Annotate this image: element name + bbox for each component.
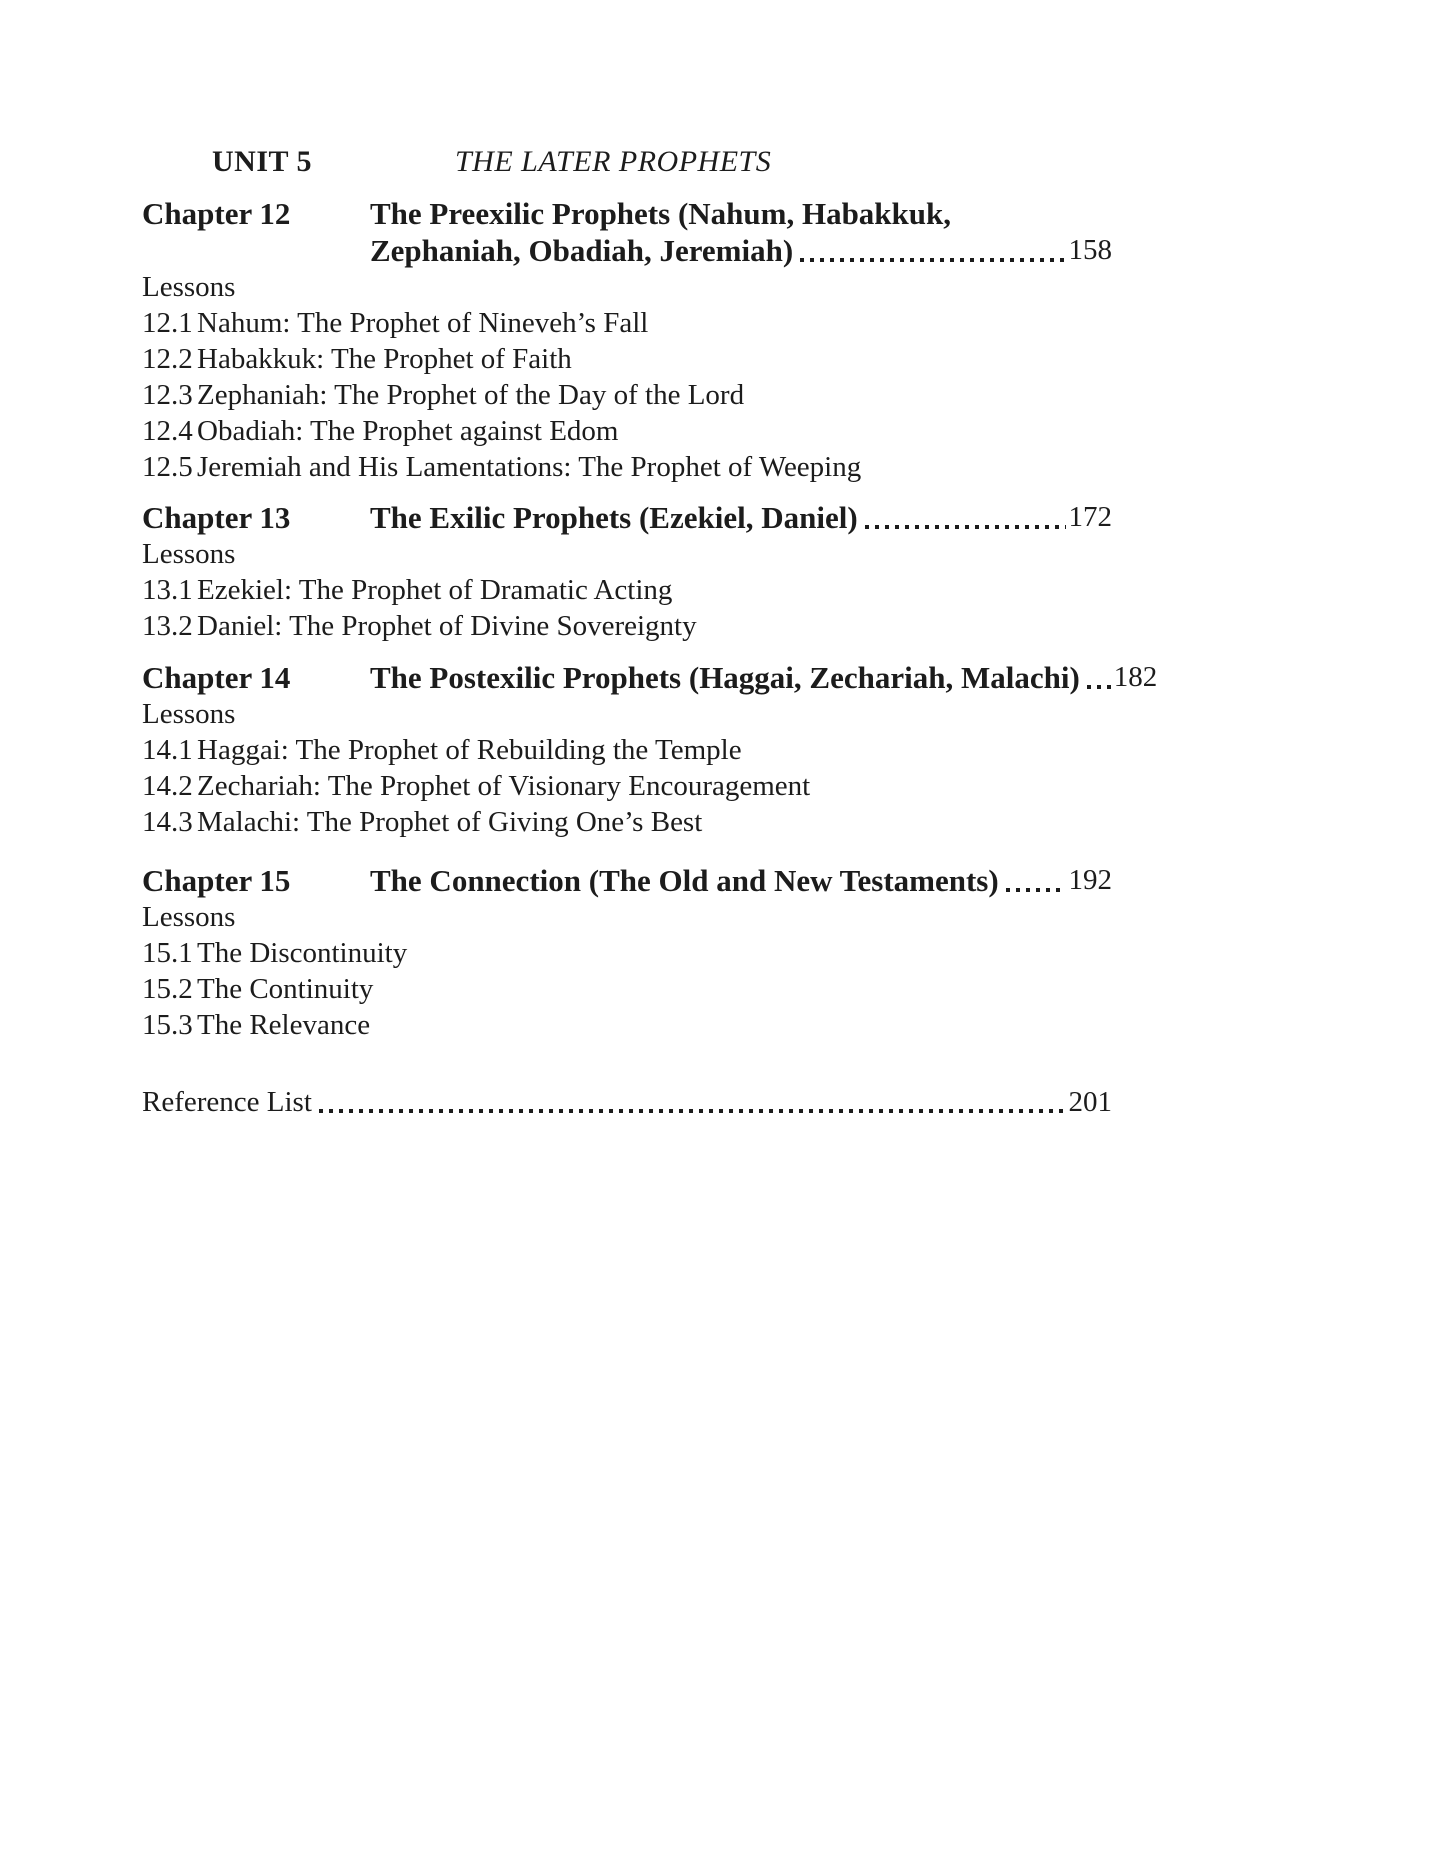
- chapter-title-line-1: The Preexilic Prophets (Nahum, Habakkuk,: [370, 196, 952, 231]
- lesson-title: The Relevance: [197, 1009, 371, 1041]
- reference-list-row: [142, 1084, 1112, 1120]
- chapter-14-block: [142, 659, 1158, 840]
- chapter-12-block: [142, 195, 1112, 485]
- lesson-row: [142, 768, 1112, 804]
- lessons-heading: Lessons: [142, 901, 236, 933]
- chapter-label: Chapter 15: [142, 863, 291, 898]
- lessons-heading: Lessons: [142, 271, 236, 303]
- lesson-number: 12.1: [142, 307, 193, 339]
- lesson-title: Obadiah: The Prophet against Edom: [197, 415, 619, 447]
- lesson-row: [142, 305, 1112, 341]
- lesson-row: [142, 449, 1112, 485]
- lesson-title: The Discontinuity: [197, 937, 408, 969]
- lesson-number: 12.2: [142, 343, 193, 375]
- chapter-row: [142, 862, 1112, 899]
- lesson-number: 15.3: [142, 1009, 193, 1041]
- chapter-title-line-2-row: [370, 232, 1112, 269]
- chapter-label: Chapter 13: [142, 500, 291, 535]
- lessons-heading: Lessons: [142, 698, 236, 730]
- chapter-title-line-2: Zephaniah, Obadiah, Jeremiah): [370, 233, 794, 268]
- dot-leader: [1006, 888, 1066, 892]
- lesson-row: [142, 341, 1112, 377]
- lesson-row: [142, 608, 1112, 644]
- reference-list-label: Reference List: [142, 1086, 312, 1118]
- lesson-number: 14.3: [142, 806, 193, 838]
- lesson-row: [142, 377, 1112, 413]
- dot-leader: [1087, 685, 1111, 689]
- chapter-title: The Connection (The Old and New Testaments): [370, 863, 999, 898]
- dot-leader: [319, 1109, 1066, 1113]
- lessons-heading: Lessons: [142, 538, 236, 570]
- page-number: 201: [1068, 1086, 1112, 1118]
- lesson-title: Nahum: The Prophet of Nineveh’s Fall: [197, 307, 649, 339]
- lesson-number: 14.1: [142, 734, 193, 766]
- lesson-title: Zephaniah: The Prophet of the Day of the Lord: [197, 379, 745, 411]
- dot-leader: [800, 258, 1065, 262]
- page-number: 172: [1068, 501, 1112, 533]
- chapter-title: [370, 195, 1112, 269]
- lesson-number: 12.4: [142, 415, 193, 447]
- unit-heading: [142, 143, 1112, 180]
- page-number: 182: [1113, 661, 1158, 693]
- lesson-row: [142, 804, 1112, 840]
- lesson-title: Jeremiah and His Lamentations: The Prophet of Weeping: [197, 451, 862, 483]
- lesson-row: [142, 935, 1112, 971]
- chapter-row: [142, 195, 1112, 269]
- dot-leader: [865, 525, 1066, 529]
- chapter-title: The Exilic Prophets (Ezekiel, Daniel): [370, 500, 858, 535]
- lesson-number: 12.3: [142, 379, 193, 411]
- unit-title: THE LATER PROPHETS: [454, 145, 772, 178]
- lesson-number: 15.1: [142, 937, 193, 969]
- lesson-row: [142, 413, 1112, 449]
- lesson-number: 15.2: [142, 973, 193, 1005]
- lesson-number: 12.5: [142, 451, 193, 483]
- lesson-number: 13.2: [142, 610, 193, 642]
- chapter-label: Chapter 14: [142, 660, 291, 695]
- page-number: 158: [1068, 234, 1112, 266]
- lesson-title: Zechariah: The Prophet of Visionary Encouragement: [197, 770, 811, 802]
- lesson-row: [142, 971, 1112, 1007]
- chapter-label: Chapter 12: [142, 196, 291, 231]
- lesson-title: Malachi: The Prophet of Giving One’s Best: [197, 806, 703, 838]
- lesson-title: The Continuity: [197, 973, 374, 1005]
- lesson-title: Haggai: The Prophet of Rebuilding the Temple: [197, 734, 742, 766]
- lesson-title: Ezekiel: The Prophet of Dramatic Acting: [197, 574, 673, 606]
- lesson-row: [142, 1007, 1112, 1043]
- chapter-row: [142, 499, 1112, 536]
- lesson-title: Habakkuk: The Prophet of Faith: [197, 343, 572, 375]
- lesson-number: 14.2: [142, 770, 193, 802]
- chapter-title: The Postexilic Prophets (Haggai, Zechariah, Malachi): [370, 660, 1080, 695]
- lesson-row: [142, 572, 1112, 608]
- chapter-13-block: [142, 499, 1112, 644]
- chapter-row: [142, 659, 1158, 696]
- unit-label: UNIT 5: [212, 145, 312, 178]
- chapter-15-block: [142, 862, 1112, 1043]
- lesson-row: [142, 732, 1112, 768]
- lesson-number: 13.1: [142, 574, 193, 606]
- page-number: 192: [1068, 864, 1112, 896]
- lesson-title: Daniel: The Prophet of Divine Sovereignty: [197, 610, 697, 642]
